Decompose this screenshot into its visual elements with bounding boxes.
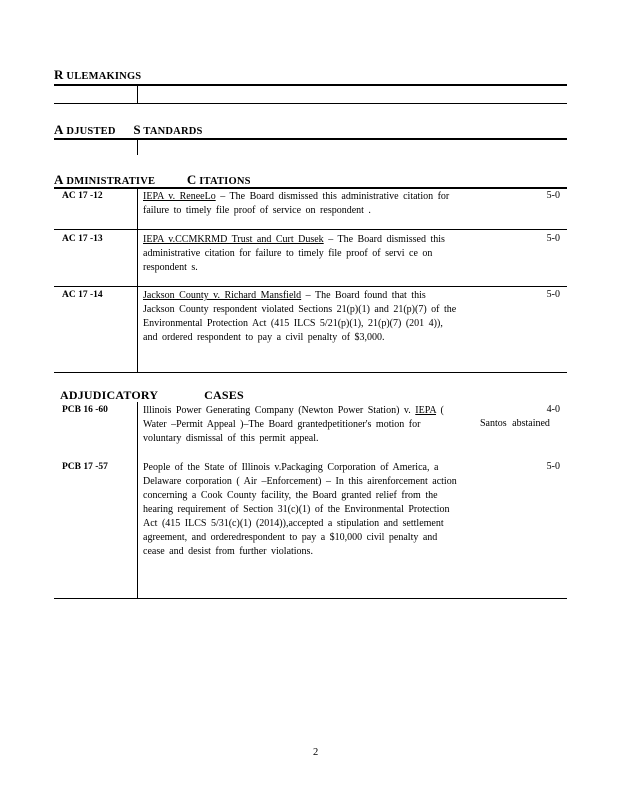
adjudicatory-cases-text-2: CASES — [204, 388, 244, 402]
row-divider — [54, 286, 567, 287]
administrative-citations-initial-2: C — [186, 172, 197, 187]
case-vote: 5-0 — [546, 233, 560, 244]
case-description — [143, 404, 461, 446]
rulemakings-heading — [54, 67, 141, 83]
case-description — [143, 233, 461, 275]
case-number: AC 17 -12 — [62, 191, 103, 201]
case-vote: 5-0 — [546, 289, 560, 300]
case-vote: 5-0 — [546, 461, 560, 472]
adjusted-standards-rule — [54, 138, 567, 140]
rulemakings-heading-initial: R — [54, 67, 64, 82]
adjusted-standards-heading — [54, 122, 203, 138]
administrative-citations-rule-bottom — [54, 372, 567, 373]
case-caption: Illinois Power Generating Company (Newton Power Station) v. — [143, 405, 416, 416]
adjudicatory-cases-heading — [60, 388, 244, 403]
adjusted-standards-column-divider — [137, 140, 138, 155]
case-caption: Jackson County v. Richard Mansfield — [143, 290, 302, 301]
case-summary: – The Board dismissed this administrative citation for failure to timely file proof of service on respondent . — [143, 191, 450, 216]
administrative-citations-text-2: ITATIONS — [199, 176, 251, 187]
administrative-citations-initial-1: A — [54, 172, 64, 187]
case-respondent: IEPA — [415, 405, 437, 416]
page-number: 2 — [313, 747, 319, 758]
case-caption: IEPA v. ReneeLo — [143, 191, 216, 202]
case-description — [143, 190, 461, 218]
case-description — [143, 461, 461, 559]
rulemakings-column-divider — [137, 86, 138, 103]
case-summary: ( Air –Enforcement) – In this airenforcement action concerning a Cook County facility, the Board granted relief from the hearing requirement of Section 31(c)(1) of the Environmental Protection Act (415 ILCS 5/31(c)(1) (2014)),accepted a stipulation and settlement agreement, and orderedrespondent to pay a $10,000 civil penalty and cease and desist from further violations. — [143, 476, 457, 557]
case-description — [143, 289, 461, 345]
adjusted-standards-initial-2: S — [133, 122, 141, 137]
rulemakings-rule-top — [54, 84, 567, 86]
adjudicatory-cases-rule-bottom — [54, 598, 567, 599]
adjudicatory-cases-text-1: ADJUDICATORY — [60, 388, 158, 402]
case-number: AC 17 -14 — [62, 290, 103, 300]
case-number: PCB 16 -60 — [62, 405, 108, 415]
adjudicatory-cases-column-divider — [137, 402, 138, 598]
adjusted-standards-text-2: TANDARDS — [143, 126, 203, 137]
case-caption: IEPA v.CCMKRMD Trust and Curt Dusek — [143, 234, 324, 245]
row-divider — [54, 229, 567, 230]
case-number: PCB 17 -57 — [62, 462, 108, 472]
case-vote: 4-0 — [546, 404, 560, 415]
case-summary: – The Board found that this Jackson County respondent violated Sections 21(p)(1) and 21(p)(7) of the Environmental Protection Act (415 ILCS 5/21(p)(1), 21(p)(7) (201 4)), and ordered respondent to pay a civil penalty of $3,000. — [143, 290, 457, 343]
case-summary: ( Water –Permit Appeal )–The Board grantedpetitioner's motion for voluntary dismissal of this permit appeal. — [143, 405, 444, 444]
administrative-citations-column-divider — [137, 189, 138, 372]
case-vote: 5-0 — [546, 190, 560, 201]
case-caption: People of the State of Illinois v.Packaging Corporation of America, a Delaware corporation — [143, 462, 439, 487]
case-vote-note: Santos abstained — [480, 418, 550, 429]
rulemakings-rule-bottom — [54, 103, 567, 104]
rulemakings-heading-text: ULEMAKINGS — [66, 71, 142, 82]
case-number: AC 17 -13 — [62, 234, 103, 244]
case-summary: – The Board dismissed this administrative citation for failure to timely file proof of servi ce on respondent s. — [143, 234, 445, 273]
adjusted-standards-text-1: DJUSTED — [66, 126, 116, 137]
administrative-citations-rule-top — [54, 187, 567, 189]
administrative-citations-text-1: DMINISTRATIVE — [66, 176, 156, 187]
adjusted-standards-initial-1: A — [54, 122, 64, 137]
administrative-citations-heading — [54, 172, 251, 188]
